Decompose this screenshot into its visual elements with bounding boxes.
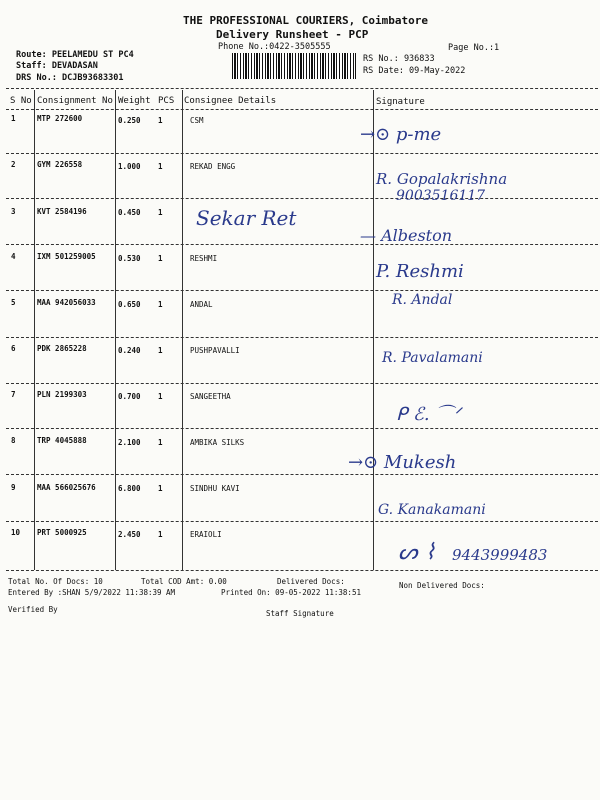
page-number: Page No.:1 bbox=[448, 43, 500, 53]
entered-by: Entered By :SHAN 5/9/2022 11:38:39 AM bbox=[8, 588, 176, 597]
drs-number: DRS No.: DCJB93683301 bbox=[16, 73, 124, 83]
row-rule bbox=[6, 521, 598, 522]
row-weight: 2.450 bbox=[118, 530, 141, 539]
verified-by: Verified By bbox=[8, 605, 58, 614]
total-cod: Total COD Amt: 0.00 bbox=[141, 577, 227, 586]
signature-row-2-phone: 9003516117 bbox=[396, 188, 486, 204]
col-divider bbox=[34, 90, 35, 570]
row-pcs: 1 bbox=[158, 208, 163, 217]
row-rule bbox=[6, 290, 598, 291]
row-sno: 3 bbox=[11, 207, 16, 216]
header-top-rule bbox=[6, 88, 598, 89]
row-pcs: 1 bbox=[158, 300, 163, 309]
row-sno: 1 bbox=[11, 114, 16, 123]
col-signature: Signature bbox=[376, 97, 425, 107]
row-rule bbox=[6, 474, 598, 475]
signature-row-4: P. Reshmi bbox=[376, 261, 464, 282]
row-consignee: ANDAL bbox=[190, 300, 213, 309]
company-title: THE PROFESSIONAL COURIERS, Coimbatore bbox=[183, 14, 429, 27]
col-consignment: Consignment No bbox=[37, 96, 113, 106]
row-consignment: KVT 2584196 bbox=[37, 207, 87, 216]
delivered-docs: Delivered Docs: bbox=[277, 577, 345, 586]
row-rule bbox=[6, 383, 598, 384]
row-rule bbox=[6, 153, 598, 154]
row-pcs: 1 bbox=[158, 392, 163, 401]
signature-row-6: R. Pavalamani bbox=[382, 350, 483, 366]
row-sno: 8 bbox=[11, 436, 16, 445]
signature-row-3: — Albeston bbox=[360, 226, 453, 245]
col-pcs: PCS bbox=[158, 96, 175, 106]
row-consignee: REKAD ENGG bbox=[190, 162, 236, 171]
col-divider bbox=[373, 90, 374, 570]
row-rule bbox=[6, 570, 598, 571]
row-rule bbox=[6, 337, 598, 338]
row-consignee: SANGEETHA bbox=[190, 392, 231, 401]
row-rule bbox=[6, 428, 598, 429]
signature-row-5: R. Andal bbox=[392, 292, 453, 308]
row-consignee: CSM bbox=[190, 116, 204, 125]
rs-number: RS No.: 936833 bbox=[363, 54, 435, 64]
row-sno: 7 bbox=[11, 390, 16, 399]
row-pcs: 1 bbox=[158, 346, 163, 355]
printed-on: Printed On: 09-05-2022 11:38:51 bbox=[221, 588, 361, 597]
signature-row-10: ᔕ ⌇ bbox=[398, 540, 436, 565]
staff-label: Staff: DEVADASAN bbox=[16, 61, 98, 71]
row-consignment: PRT 5000925 bbox=[37, 528, 87, 537]
row-consignment: MAA 942056033 bbox=[37, 298, 96, 307]
row-sno: 5 bbox=[11, 298, 16, 307]
col-divider bbox=[182, 90, 183, 570]
total-docs: Total No. Of Docs: 10 bbox=[8, 577, 103, 586]
signature-row-9: G. Kanakamani bbox=[378, 502, 486, 518]
header-bottom-rule bbox=[6, 109, 598, 110]
route-label: Route: PEELAMEDU ST PC4 bbox=[16, 50, 134, 60]
col-consignee: Consignee Details bbox=[184, 96, 277, 106]
staff-signature: Staff Signature bbox=[266, 609, 334, 618]
row-consignee: RESHMI bbox=[190, 254, 218, 263]
row-pcs: 1 bbox=[158, 162, 163, 171]
signature-row-7: ᑭ ℰ. ⌒ᐟ bbox=[396, 404, 461, 425]
signature-row-8: →⊙ Mukesh bbox=[348, 452, 457, 473]
row-weight: 0.450 bbox=[118, 208, 141, 217]
row-weight: 0.700 bbox=[118, 392, 141, 401]
row-sno: 2 bbox=[11, 160, 16, 169]
row-consignment: IXM 501259005 bbox=[37, 252, 96, 261]
row-weight: 6.800 bbox=[118, 484, 141, 493]
signature-row-2: R. Gopalakrishna bbox=[376, 170, 508, 188]
row-consignee: AMBIKA SILKS bbox=[190, 438, 245, 447]
row-weight: 0.530 bbox=[118, 254, 141, 263]
row-sno: 9 bbox=[11, 483, 16, 492]
row-consignee: PUSHPAVALLI bbox=[190, 346, 240, 355]
row-pcs: 1 bbox=[158, 116, 163, 125]
row-pcs: 1 bbox=[158, 254, 163, 263]
row-consignment: MTP 272600 bbox=[37, 114, 83, 123]
row-weight: 1.000 bbox=[118, 162, 141, 171]
row-consignee: SINDHU KAVI bbox=[190, 484, 240, 493]
col-divider bbox=[115, 90, 116, 570]
row-pcs: 1 bbox=[158, 530, 163, 539]
barcode bbox=[232, 53, 356, 79]
row-weight: 0.240 bbox=[118, 346, 141, 355]
row-weight: 0.250 bbox=[118, 116, 141, 125]
col-sno: S No bbox=[10, 96, 32, 106]
row-consignment: PDK 2865228 bbox=[37, 344, 87, 353]
row-rule bbox=[6, 198, 598, 199]
signature-row-3-consignee: Sekar Ret bbox=[196, 206, 297, 230]
row-weight: 0.650 bbox=[118, 300, 141, 309]
row-consignment: MAA 566025676 bbox=[37, 483, 96, 492]
row-rule bbox=[6, 244, 598, 245]
row-consignment: TRP 4045888 bbox=[37, 436, 87, 445]
row-weight: 2.100 bbox=[118, 438, 141, 447]
row-pcs: 1 bbox=[158, 484, 163, 493]
row-sno: 4 bbox=[11, 252, 16, 261]
row-pcs: 1 bbox=[158, 438, 163, 447]
row-sno: 6 bbox=[11, 344, 16, 353]
phone-number: Phone No.:0422-3505555 bbox=[218, 42, 331, 52]
row-consignment: GYM 226558 bbox=[37, 160, 83, 169]
non-delivered-docs: Non Delivered Docs: bbox=[399, 581, 485, 590]
col-weight: Weight bbox=[118, 96, 151, 106]
row-consignment: PLN 2199303 bbox=[37, 390, 87, 399]
signature-row-10-phone: 9443999483 bbox=[452, 546, 548, 564]
runsheet-subtitle: Delivery Runsheet - PCP bbox=[216, 28, 369, 41]
signature-row-1: →⊙ p-me bbox=[360, 124, 442, 145]
row-consignee: ERAIOLI bbox=[190, 530, 222, 539]
row-sno: 10 bbox=[11, 528, 21, 537]
rs-date: RS Date: 09-May-2022 bbox=[363, 66, 466, 76]
